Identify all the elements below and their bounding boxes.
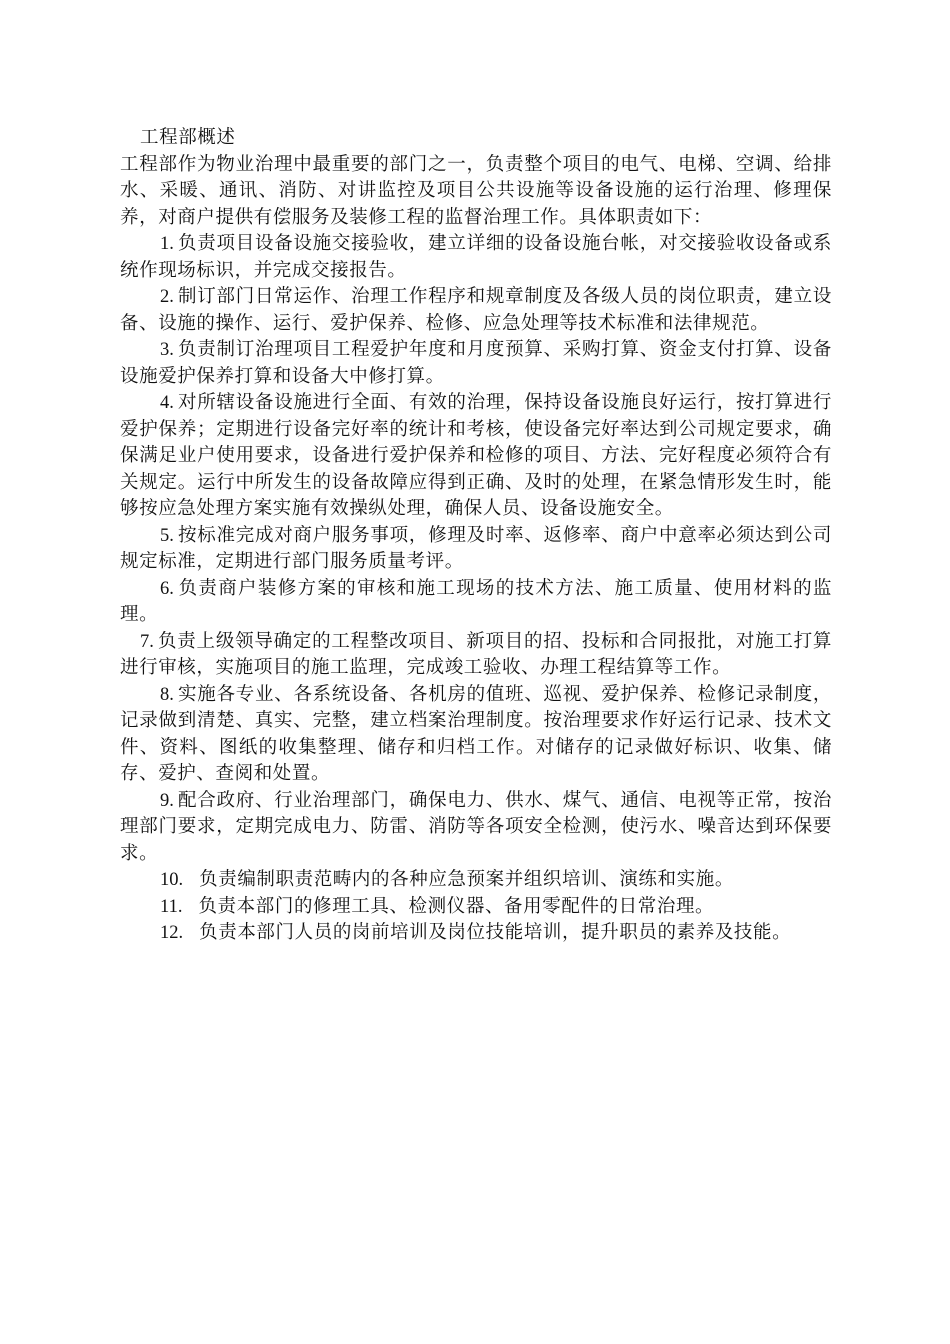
- duty-item-8: [120, 682, 832, 788]
- duty-number: 7.: [140, 631, 154, 652]
- duty-number: 1.: [160, 234, 174, 254]
- duty-item-6: [120, 576, 832, 629]
- duty-text: 负责项目设备设施交接验收，建立详细的设备设施台帐，对交接验收设备或系统作现场标识，并完成交接报告。: [120, 233, 832, 281]
- duty-item-10: [120, 867, 832, 894]
- duty-text: 负责制订治理项目工程爱护年度和月度预算、采购打算、资金支付打算、设备设施爱护保养打算和设备大中修打算。: [120, 339, 832, 387]
- duty-text: 负责本部门的修理工具、检测仪器、备用零配件的日常治理。: [198, 895, 715, 917]
- duty-text: 负责本部门人员的岗前培训及岗位技能培训，提升职员的素养及技能。: [199, 922, 792, 943]
- duty-item-4: [120, 390, 832, 523]
- duty-number: 6.: [160, 578, 174, 599]
- duty-text: 实施各专业、各系统设备、各机房的值班、巡视、爱护保养、检修记录制度，记录做到清楚、真实、完整，建立档案治理制度。按治理要求作好运行记录、技术文件、资料、图纸的收集整理、储存和归档工作。对储存的记录做好标识、收集、储存、爱护、查阅和处置。: [120, 683, 832, 784]
- duty-item-9: [120, 788, 832, 868]
- document-title: 工程部概述: [140, 127, 236, 148]
- duty-text: 负责商户装修方案的审核和施工现场的技术方法、施工质量、使用材料的监理。: [120, 577, 832, 625]
- duty-text: 负责编制职责范畴内的各种应急预案并组织培训、演练和实施。: [199, 869, 734, 890]
- duty-number: 10.: [160, 870, 184, 890]
- duty-item-12: [120, 920, 832, 947]
- duty-number: 12.: [160, 923, 184, 943]
- duty-number: 9.: [160, 790, 174, 811]
- duty-text: 配合政府、行业治理部门，确保电力、供水、煤气、通信、电视等正常，按治理部门要求，定期完成电力、防雷、消防等各项安全检测，使污水、噪音达到环保要求。: [120, 789, 832, 864]
- duty-text: 制订部门日常运作、治理工作程序和规章制度及各级人员的岗位职责，建立设备、设施的操作、运行、爱护保养、检修、应急处理等技术标准和法律规范。: [120, 286, 832, 334]
- document-body: [120, 125, 832, 947]
- intro-paragraph: 工程部作为物业治理中最重要的部门之一，负责整个项目的电气、电梯、空调、给排水、采暖、通讯、消防、对讲监控及项目公共设施等设备设施的运行治理、修理保养，对商户提供有偿服务及装修工程的监督治理工作。具体职责如下：: [120, 153, 832, 228]
- duty-number: 8.: [160, 684, 174, 705]
- duty-text: 对所辖设备设施进行全面、有效的治理，保持设备设施良好运行，按打算进行爱护保养；定期进行设备完好率的统计和考核，使设备完好率达到公司规定要求，确保满足业户使用要求，设备进行爱护保养和检修的项目、方法、完好程度必须符合有关规定。运行中所发生的设备故障应得到正确、及时的处理，在紧急情形发生时，能够按应急处理方案实施有效操纵处理，确保人员、设备设施安全。: [120, 392, 832, 519]
- duty-number: 2.: [160, 287, 174, 307]
- duty-text: 负责上级领导确定的工程整改项目、新项目的招、投标和合同报批，对施工打算进行审核，实施项目的施工监理，完成竣工验收、办理工程结算等工作。: [120, 630, 832, 678]
- duty-item-11: [120, 894, 832, 921]
- duty-item-1: [120, 231, 832, 284]
- duty-number: 4.: [160, 393, 174, 413]
- duty-item-5: [120, 523, 832, 576]
- duty-number: 11.: [160, 896, 183, 917]
- duty-item-3: [120, 337, 832, 390]
- duty-item-7: [120, 629, 832, 682]
- duty-text: 按标准完成对商户服务事项，修理及时率、返修率、商户中意率必须达到公司规定标准，定期进行部门服务质量考评。: [120, 524, 832, 572]
- duty-number: 5.: [160, 525, 174, 546]
- duty-item-2: [120, 284, 832, 337]
- duty-number: 3.: [160, 340, 174, 360]
